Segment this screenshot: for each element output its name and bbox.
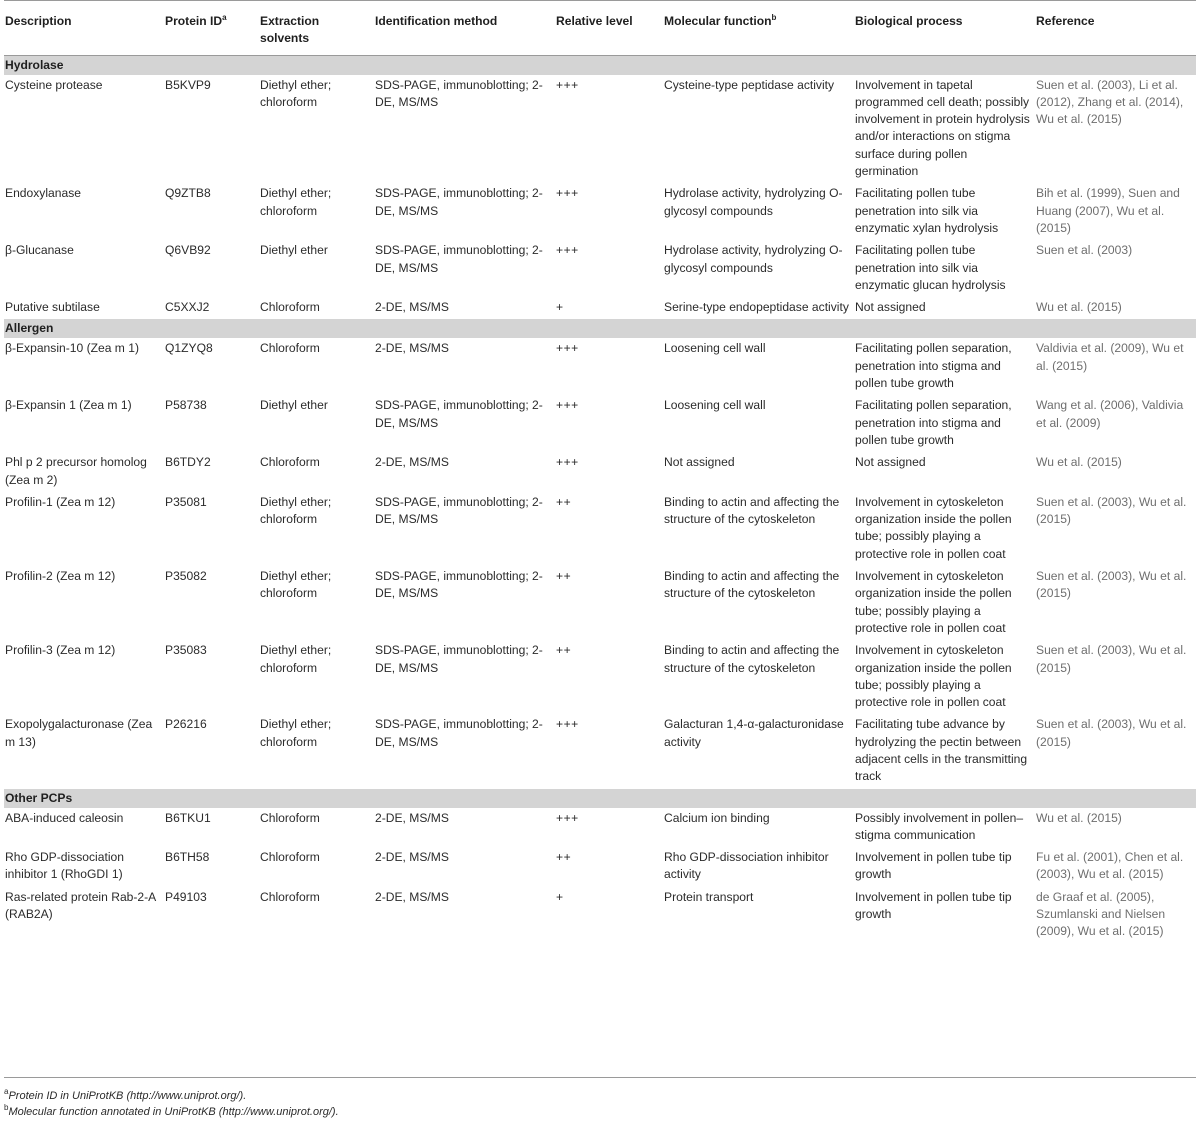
description-cell: ABA-induced caleosin [5,810,124,825]
table-row [4,847,1196,887]
biological-process-cell: Facilitating pollen separation, penetration into stigma and pollen tube growth [855,341,1012,391]
protein-id-cell: B6TH58 [165,850,210,865]
relative-level-cell: ++ [556,494,572,509]
biological-process-cell: Involvement in tapetal programmed cell death; possibly involvement in protein hydrolysis and/or interactions on stigma surface during pollen germination [855,77,1030,179]
reference-cell: de Graaf et al. (2005), Szumlanski and Nielsen (2009), Wu et al. (2015) [1036,889,1166,939]
column-header-label: Identification method [375,14,498,28]
biological-process-cell: Not assigned [855,300,926,315]
molecular-function-cell: Binding to actin and affecting the structure of the cytoskeleton [664,643,840,675]
biological-process-cell: Facilitating tube advance by hydrolyzing the pectin between adjacent cells in the transmitting track [855,717,1028,784]
description-cell: Exopolygalacturonase (Zea m 13) [5,717,153,749]
description-cell: Profilin-3 (Zea m 12) [5,643,116,658]
molecular-function-cell: Not assigned [664,455,735,470]
relative-level-cell: + [556,889,564,904]
identification-method-cell: 2-DE, MS/MS [375,850,449,865]
column-header [165,1,260,56]
protein-id-cell: P49103 [165,889,207,904]
protein-id-cell: C5XXJ2 [165,300,210,315]
molecular-function-cell: Galacturan 1,4-α-galacturonidase activity [664,717,844,749]
reference-cell: Wu et al. (2015) [1036,455,1122,470]
molecular-function-cell: Cysteine-type peptidase activity [664,77,835,92]
biological-process-cell: Involvement in cytoskeleton organization inside the pollen tube; possibly playing a protective role in pollen coat [855,569,1012,635]
header-row [4,1,1196,56]
biological-process-cell: Involvement in cytoskeleton organization inside the pollen tube; possibly playing a protective role in pollen coat [855,643,1012,710]
protein-id-cell: P35081 [165,494,207,509]
reference-cell: Suen et al. (2003), Wu et al. (2015) [1036,643,1187,675]
description-cell: Profilin-2 (Zea m 12) [5,569,116,584]
reference-cell: Suen et al. (2003), Wu et al. (2015) [1036,569,1187,601]
biological-process-cell: Possibly involvement in pollen–stigma communication [855,810,1024,842]
pollen-coat-protein-table [4,0,1196,944]
column-header [4,1,165,56]
molecular-function-cell: Binding to actin and affecting the structure of the cytoskeleton [664,569,840,601]
biological-process-cell: Facilitating pollen tube penetration into silk via enzymatic xylan hydrolysis [855,186,999,235]
extraction-solvents-cell: Diethyl ether [260,243,328,258]
identification-method-cell: 2-DE, MS/MS [375,889,449,904]
relative-level-cell: ++ [556,850,572,865]
reference-cell: Wang et al. (2006), Valdivia et al. (2009) [1036,398,1184,430]
relative-level-cell: +++ [556,186,579,201]
relative-level-cell: +++ [556,455,579,470]
protein-id-cell: B6TDY2 [165,455,211,470]
column-header-label: Protein ID [165,14,223,28]
column-header-label: Extraction solvents [260,14,320,46]
reference-cell: Bih et al. (1999), Suen and Huang (2007), Wu et al. (2015) [1036,186,1180,235]
table-row [4,240,1196,297]
column-header [664,1,855,56]
column-header-label: Reference [1036,14,1095,28]
description-cell: Cysteine protease [5,77,103,92]
table-row [4,887,1196,944]
relative-level-cell: +++ [556,398,579,413]
extraction-solvents-cell: Diethyl ether; chloroform [260,77,332,109]
reference-cell: Suen et al. (2003), Wu et al. (2015) [1036,494,1187,527]
relative-level-cell: +++ [556,243,579,258]
biological-process-cell: Facilitating pollen tube penetration into silk via enzymatic glucan hydrolysis [855,243,1006,292]
molecular-function-cell: Binding to actin and affecting the structure of the cytoskeleton [664,494,840,527]
protein-id-cell: Q9ZTB8 [165,186,211,201]
molecular-function-cell: Rho GDP-dissociation inhibitor activity [664,850,829,882]
footnote-text: Protein ID in UniProtKB (http://www.uniprot.org/). [8,1090,247,1102]
molecular-function-cell: Loosening cell wall [664,398,766,413]
identification-method-cell: 2-DE, MS/MS [375,341,449,356]
footnote-mark: a [222,13,227,22]
relative-level-cell: ++ [556,569,572,584]
extraction-solvents-cell: Chloroform [260,341,320,356]
identification-method-cell: SDS-PAGE, immunoblotting; 2-DE, MS/MS [375,186,543,218]
extraction-solvents-cell: Diethyl ether; chloroform [260,494,332,527]
reference-cell: Wu et al. (2015) [1036,810,1122,825]
relative-level-cell: +++ [556,810,579,825]
footnote-mark: b [771,13,777,22]
protein-id-cell: P58738 [165,398,207,413]
relative-level-cell: +++ [556,77,579,92]
table-row [4,492,1196,566]
description-cell: β-Glucanase [5,243,74,258]
biological-process-cell: Facilitating pollen separation, penetration into stigma and pollen tube growth [855,398,1012,447]
column-header [556,1,664,56]
biological-process-cell: Involvement in pollen tube tip growth [855,850,1012,882]
identification-method-cell: SDS-PAGE, immunoblotting; 2-DE, MS/MS [375,494,543,527]
molecular-function-cell: Serine-type endopeptidase activity [664,300,849,315]
reference-cell: Suen et al. (2003), Wu et al. (2015) [1036,717,1187,749]
footnotes [4,1077,1196,1120]
column-header-label: Relative level [556,14,633,28]
description-cell: β-Expansin 1 (Zea m 1) [5,398,132,413]
description-cell: Ras-related protein Rab-2-A (RAB2A) [5,889,156,922]
table-row [4,714,1196,788]
footnote-mark: b [4,1103,9,1112]
group-header-row [4,319,1196,338]
extraction-solvents-cell: Chloroform [260,300,320,315]
group-header-row [4,789,1196,808]
table-row [4,808,1196,848]
description-cell: Endoxylanase [5,186,81,201]
biological-process-cell: Involvement in pollen tube tip growth [855,889,1012,922]
table-row [4,75,1196,184]
extraction-solvents-cell: Diethyl ether; chloroform [260,717,332,749]
table-row [4,452,1196,492]
identification-method-cell: SDS-PAGE, immunoblotting; 2-DE, MS/MS [375,569,543,601]
biological-process-cell: Not assigned [855,455,926,470]
description-cell: β-Expansin-10 (Zea m 1) [5,341,139,356]
identification-method-cell: SDS-PAGE, immunoblotting; 2-DE, MS/MS [375,643,543,675]
reference-cell: Valdivia et al. (2009), Wu et al. (2015) [1036,341,1184,373]
table-row [4,566,1196,640]
relative-level-cell: +++ [556,717,579,732]
extraction-solvents-cell: Chloroform [260,810,320,825]
extraction-solvents-cell: Diethyl ether; chloroform [260,569,332,601]
protein-id-cell: B6TKU1 [165,810,211,825]
relative-level-cell: ++ [556,643,572,658]
relative-level-cell: +++ [556,341,579,356]
molecular-function-cell: Hydrolase activity, hydrolyzing O-glycosyl compounds [664,243,843,275]
table-row [4,395,1196,452]
extraction-solvents-cell: Diethyl ether [260,398,328,413]
table-body [4,55,1196,944]
description-cell: Phl p 2 precursor homolog (Zea m 2) [5,455,147,487]
protein-id-cell: P26216 [165,717,207,732]
extraction-solvents-cell: Chloroform [260,889,320,904]
reference-cell: Suen et al. (2003) [1036,243,1133,258]
reference-cell: Suen et al. (2003), Li et al. (2012), Zhang et al. (2014), Wu et al. (2015) [1036,77,1184,127]
extraction-solvents-cell: Diethyl ether; chloroform [260,643,332,675]
protein-id-cell: Q6VB92 [165,243,211,258]
extraction-solvents-cell: Chloroform [260,455,320,470]
footnote-text: Molecular function annotated in UniProtKB (http://www.uniprot.org/). [8,1106,339,1118]
molecular-function-cell: Loosening cell wall [664,341,766,356]
protein-id-cell: P35082 [165,569,207,584]
reference-cell: Wu et al. (2015) [1036,300,1122,315]
relative-level-cell: + [556,300,564,315]
identification-method-cell: SDS-PAGE, immunoblotting; 2-DE, MS/MS [375,717,543,749]
column-header [1036,1,1196,56]
footnote [4,1104,1196,1120]
identification-method-cell: 2-DE, MS/MS [375,810,449,825]
group-header-label: Allergen [4,319,1196,338]
biological-process-cell: Involvement in cytoskeleton organization inside the pollen tube; possibly playing a protective role in pollen coat [855,494,1012,561]
column-header-label: Biological process [855,14,963,28]
description-cell: Profilin-1 (Zea m 12) [5,494,116,509]
table-row [4,297,1196,319]
identification-method-cell: SDS-PAGE, immunoblotting; 2-DE, MS/MS [375,243,543,275]
reference-cell: Fu et al. (2001), Chen et al. (2003), Wu et al. (2015) [1036,850,1184,882]
description-cell: Putative subtilase [5,300,100,315]
identification-method-cell: 2-DE, MS/MS [375,455,449,470]
protein-id-cell: Q1ZYQ8 [165,341,213,356]
molecular-function-cell: Calcium ion binding [664,810,770,825]
group-header-row [4,55,1196,75]
column-header-label: Description [5,14,72,28]
identification-method-cell: SDS-PAGE, immunoblotting; 2-DE, MS/MS [375,398,543,430]
protein-id-cell: P35083 [165,643,207,658]
group-header-label: Hydrolase [4,55,1196,75]
table-row [4,183,1196,240]
molecular-function-cell: Protein transport [664,889,754,904]
table-row [4,640,1196,714]
identification-method-cell: SDS-PAGE, immunoblotting; 2-DE, MS/MS [375,77,543,109]
column-header-label: Molecular function [664,14,772,28]
protein-id-cell: B5KVP9 [165,77,211,92]
table-row [4,338,1196,395]
extraction-solvents-cell: Diethyl ether; chloroform [260,186,332,218]
column-header [260,1,375,56]
column-header [855,1,1036,56]
extraction-solvents-cell: Chloroform [260,850,320,865]
column-header [375,1,556,56]
molecular-function-cell: Hydrolase activity, hydrolyzing O-glycosyl compounds [664,186,843,218]
group-header-label: Other PCPs [4,789,1196,808]
identification-method-cell: 2-DE, MS/MS [375,300,449,315]
description-cell: Rho GDP-dissociation inhibitor 1 (RhoGDI 1) [5,850,124,882]
footnote [4,1088,1196,1104]
footnote-mark: a [4,1087,9,1096]
